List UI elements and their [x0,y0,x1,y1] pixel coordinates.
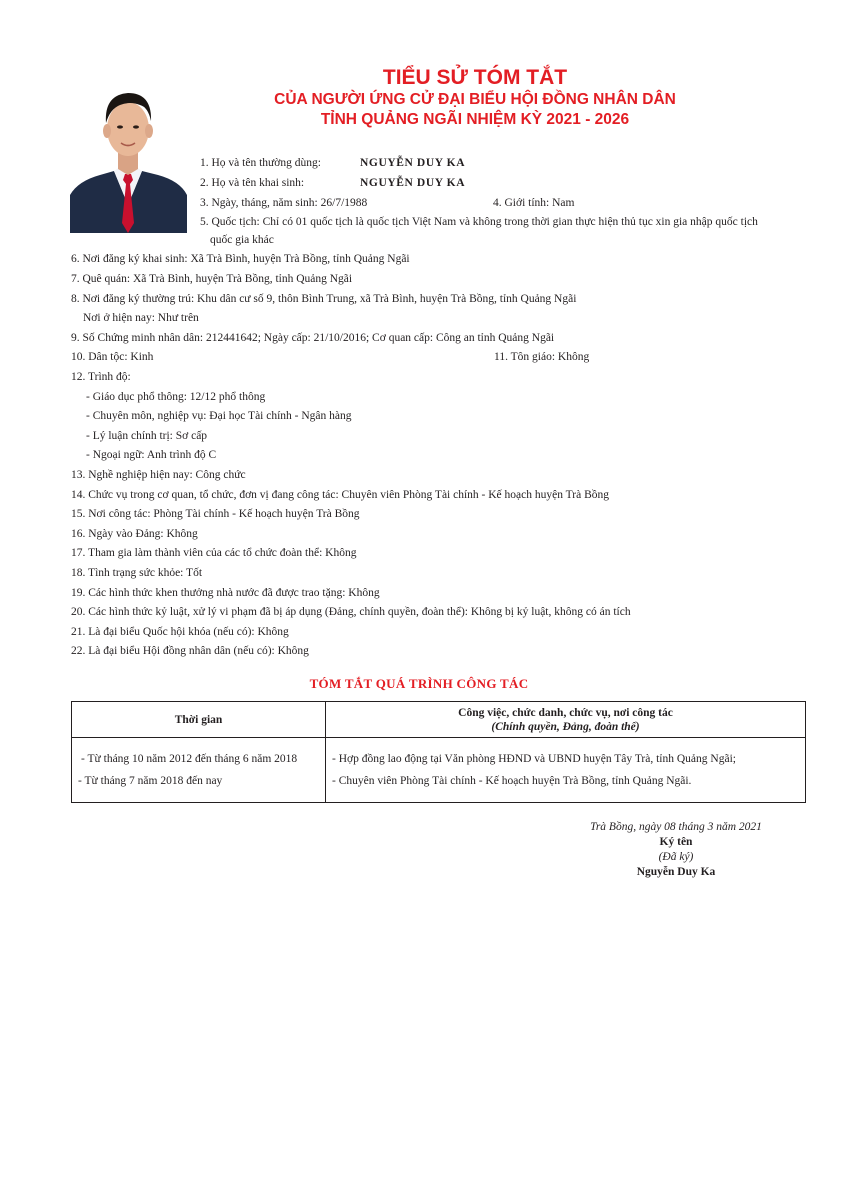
document-subtitle-2: TỈNH QUẢNG NGÃI NHIỆM KỲ 2021 - 2026 [320,111,630,128]
field-position: 14. Chức vụ trong cơ quan, tổ chức, đơn vị đang công tác: Chuyên viên Phòng Tài chính - Kế hoạch huyện Trà Bồng [71,489,609,501]
work-history-table [71,701,806,803]
field-education-general: - Giáo dục phổ thông: 12/12 phổ thông [86,391,266,403]
period-entry: - Từ tháng 10 năm 2012 đến tháng 6 năm 2018 [81,753,298,765]
column-header-period: Thời gian [72,702,326,738]
signature-place-date: Trà Bồng, ngày 08 tháng 3 năm 2021 [590,821,762,833]
field-nationality-cont: quốc gia khác [210,234,274,246]
signature-name: Nguyễn Duy Ka [636,866,716,878]
field-awards: 19. Các hình thức khen thưởng nhà nước đã được trao tặng: Không [71,587,380,599]
field-education-politics: - Lý luận chính trị: Sơ cấp [86,430,208,442]
field-ethnicity: 10. Dân tộc: Kinh [71,351,154,363]
field-date-of-birth: 3. Ngày, tháng, năm sinh: 26/7/1988 [200,197,368,209]
period-cell [72,738,326,803]
field-peoples-council: 22. Là đại biểu Hội đồng nhân dân (nếu có): Không [71,645,309,657]
job-entry: - Hợp đồng lao động tại Văn phòng HĐND và UBND huyện Tây Trà, tỉnh Quảng Ngãi; [332,753,736,765]
field-birth-registration: 6. Nơi đăng ký khai sinh: Xã Trà Bình, huyện Trà Bồng, tỉnh Quảng Ngãi [71,253,410,265]
field-health: 18. Tình trạng sức khỏe: Tốt [71,567,203,579]
job-entry: - Chuyên viên Phòng Tài chính - Kế hoạch huyện Trà Bồng, tỉnh Quảng Ngãi. [332,775,692,787]
field-national-assembly: 21. Là đại biểu Quốc hội khóa (nếu có): Không [71,626,289,638]
column-header-job [326,702,806,738]
candidate-portrait-photo [70,77,187,233]
column-header-job-subtitle: (Chính quyền, Đảng, đoàn thể) [491,720,640,733]
field-common-name-value: NGUYỄN DUY KA [360,157,466,169]
field-party-join-date: 16. Ngày vào Đảng: Không [71,528,198,540]
field-id-card: 9. Số Chứng minh nhân dân: 212441642; Ngày cấp: 21/10/2016; Cơ quan cấp: Công an tỉnh Quảng Ngãi [71,332,555,344]
field-organizations: 17. Tham gia làm thành viên của các tổ chức đoàn thể: Không [71,547,357,559]
field-workplace: 15. Nơi công tác: Phòng Tài chính - Kế hoạch huyện Trà Bồng [71,508,360,520]
field-occupation: 13. Nghề nghiệp hiện nay: Công chức [71,469,246,481]
document-title: TIỂU SỬ TÓM TẮT [382,66,568,89]
table-row [72,738,806,803]
work-history-title: TÓM TẮT QUÁ TRÌNH CÔNG TÁC [309,676,529,691]
document-title-block [190,66,760,130]
field-gender: 4. Giới tính: Nam [493,197,575,209]
field-hometown: 7. Quê quán: Xã Trà Bình, huyện Trà Bồng, tỉnh Quảng Ngãi [71,273,353,285]
document-subtitle-1: CỦA NGƯỜI ỨNG CỬ ĐẠI BIỂU HỘI ĐỒNG NHÂN DÂN [274,91,676,108]
field-education-language: - Ngoại ngữ: Anh trình độ C [86,449,217,461]
signature-label: Ký tên [659,836,693,848]
field-education-specialty: - Chuyên môn, nghiệp vụ: Đại học Tài chính - Ngân hàng [86,410,352,422]
field-religion: 11. Tôn giáo: Không [494,351,590,363]
field-education-heading: 12. Trình độ: [71,371,131,383]
column-header-job-title: Công việc, chức danh, chức vụ, nơi công tác [458,706,673,719]
field-common-name-label: 1. Họ và tên thường dùng: [200,157,321,169]
field-current-residence: Nơi ở hiện nay: Như trên [83,312,199,324]
field-birth-name-value: NGUYỄN DUY KA [360,177,466,189]
signature-block [576,820,776,880]
field-discipline: 20. Các hình thức kỷ luật, xử lý vi phạm đã bị áp dụng (Đảng, chính quyền, đoàn thể): Không bị kỷ luật, không có án tích [71,606,631,618]
field-birth-name-label: 2. Họ và tên khai sinh: [200,177,305,189]
signature-signed-note: (Đã ký) [658,851,694,863]
job-cell [326,738,806,803]
period-entry: - Từ tháng 7 năm 2018 đến nay [78,775,223,787]
table-header-row [72,702,806,738]
field-nationality: 5. Quốc tịch: Chỉ có 01 quốc tịch là quốc tịch Việt Nam và không trong thời gian thực hiện thủ tục xin gia nhập quốc tịch [200,216,758,228]
field-permanent-residence: 8. Nơi đăng ký thường trú: Khu dân cư số 9, thôn Bình Trung, xã Trà Bình, huyện Trà Bồng, tỉnh Quảng Ngãi [71,293,577,305]
